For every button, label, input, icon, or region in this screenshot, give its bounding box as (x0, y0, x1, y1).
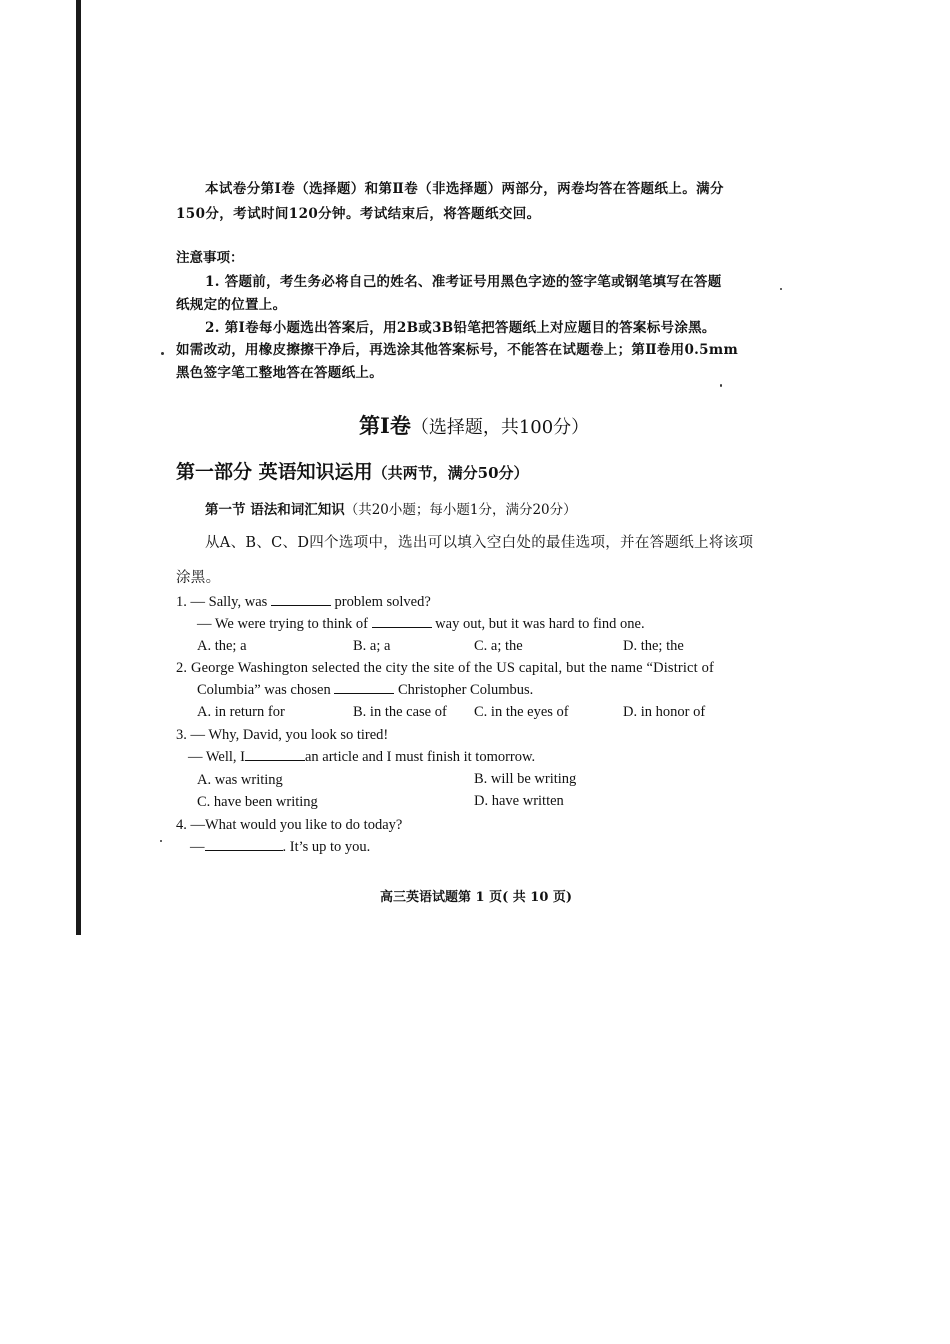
intro-line-1: 本试卷分第Ⅰ卷（选择题）和第Ⅱ卷（非选择题）两部分，两卷均答在答题纸上。满分 (205, 181, 724, 197)
q1-option-a: A. the; a (197, 638, 247, 654)
page-footer: 高三英语试题第 1 页( 共 10 页) (380, 890, 573, 905)
instruction-line-2: 涂黑。 (176, 570, 221, 586)
q2-option-b: B. in the case of (353, 704, 447, 720)
q1-option-c: C. a; the (474, 638, 523, 654)
q1-line-2: — We were trying to think of way out, but it was hard to find one. (197, 616, 645, 632)
q3-line-2: — Well, I an article and I must finish it tomorrow. (188, 749, 536, 765)
q4-line-1: 4. —What would you like to do today? (176, 817, 403, 833)
answer-blank (205, 839, 283, 851)
volume-subtitle: （选择题，共100分） (410, 417, 590, 438)
scan-speck (780, 288, 782, 290)
q2-option-a: A. in return for (197, 704, 285, 720)
scan-speck (720, 384, 722, 387)
section-subtitle: （共20小题；每小题1分，满分20分） (344, 502, 577, 518)
q2-option-c: C. in the eyes of (474, 704, 569, 720)
answer-blank (372, 616, 432, 628)
volume-title: 第Ⅰ卷 (359, 413, 411, 438)
q2-line-2: Columbia” was chosen Christopher Columbus. (197, 682, 534, 698)
q1-option-d: D. the; the (623, 638, 684, 654)
scan-speck (160, 840, 162, 842)
volume-heading (359, 410, 589, 440)
q3-option-c: C. have been writing (197, 794, 318, 810)
q3-line-1: 3. — Why, David, you look so tired! (176, 727, 389, 743)
q4-line-2: — . It’s up to you. (190, 839, 371, 855)
notes-title: 注意事项： (176, 250, 244, 266)
answer-blank (334, 682, 394, 694)
scan-speck (161, 352, 164, 355)
answer-blank (271, 594, 331, 606)
intro-line-2: 150分，考试时间120分钟。考试结束后，将答题纸交回。 (176, 206, 541, 222)
section-heading (205, 498, 577, 518)
q1-option-b: B. a; a (353, 638, 391, 654)
note-2-line-1: 2. 第Ⅰ卷每小题选出答案后，用2B或3B铅笔把答题纸上对应题目的答案标号涂黑。 (205, 320, 716, 336)
instruction-line-1: 从A、B、C、D四个选项中，选出可以填入空白处的最佳选项，并在答题纸上将该项 (205, 535, 754, 551)
part-title: 第一部分 英语知识运用 (176, 461, 373, 483)
part-subtitle: （共两节，满分50分） (372, 464, 529, 482)
answer-blank (245, 749, 305, 761)
scan-edge (76, 0, 81, 935)
q3-option-d: D. have written (474, 793, 564, 809)
section-title: 第一节 语法和词汇知识 (205, 502, 345, 518)
note-2-line-2: 如需改动，用橡皮擦擦干净后，再选涂其他答案标号，不能答在试题卷上；第Ⅱ卷用0.5mm (176, 342, 739, 358)
q2-line-1: 2. George Washington selected the city the site of the US capital, but the name “District of (176, 660, 714, 676)
q2-option-d: D. in honor of (623, 704, 706, 720)
note-1-line-2: 纸规定的位置上。 (176, 297, 287, 313)
note-2-line-3: 黑色签字笔工整地答在答题纸上。 (176, 365, 383, 381)
q3-option-a: A. was writing (197, 772, 283, 788)
q3-option-b: B. will be writing (474, 771, 577, 787)
part-heading (176, 457, 529, 484)
note-1-line-1: 1. 答题前，考生务必将自己的姓名、准考证号用黑色字迹的签字笔或钢笔填写在答题 (205, 274, 722, 290)
q1-line-1: 1. — Sally, was problem solved? (176, 594, 431, 610)
